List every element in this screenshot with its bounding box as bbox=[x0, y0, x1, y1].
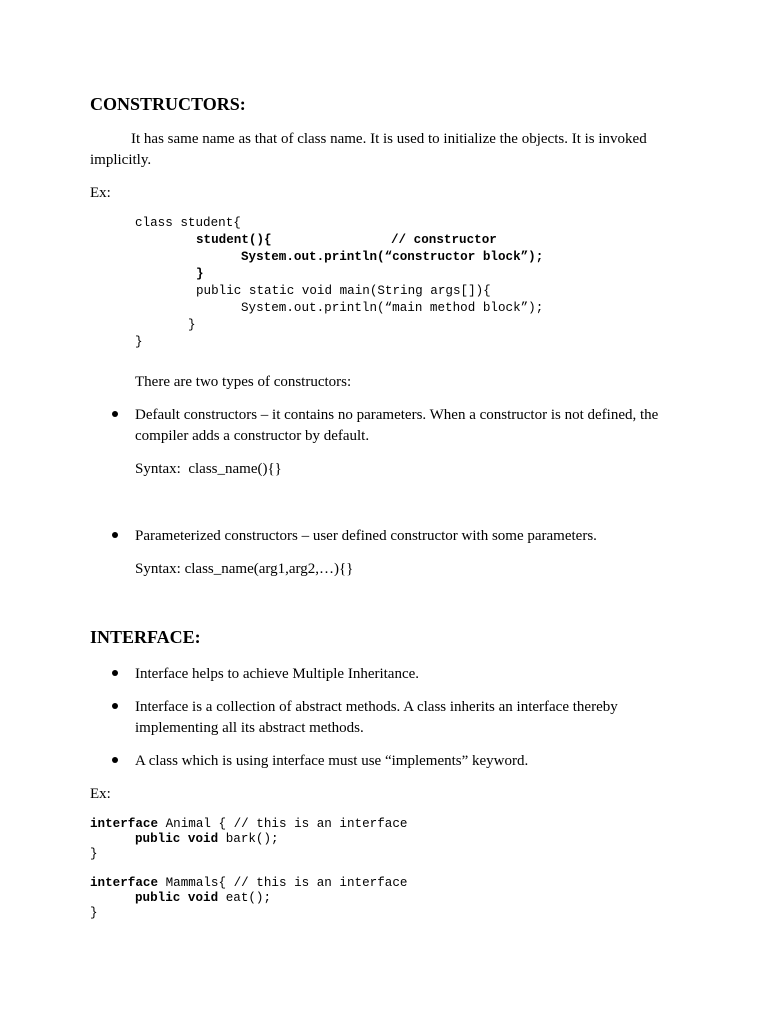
code-keyword: interface bbox=[90, 817, 159, 831]
code-keyword: public void bbox=[135, 832, 219, 846]
code-line: public static void main(String args[]){ bbox=[196, 284, 491, 298]
code-line: class student{ bbox=[135, 216, 241, 230]
code-line bbox=[135, 831, 279, 847]
code-line: student(){ bbox=[196, 233, 272, 247]
default-constructor-line-2: compiler adds a constructor by default. bbox=[135, 428, 370, 444]
interface-ex-label: Ex: bbox=[90, 786, 111, 802]
code-line: } bbox=[196, 267, 204, 281]
code-keyword: public void bbox=[135, 891, 219, 905]
code-text: bark(); bbox=[218, 832, 279, 846]
bullet-icon bbox=[112, 670, 118, 676]
interface-bullet-1: Interface helps to achieve Multiple Inheritance. bbox=[135, 666, 420, 682]
code-text: Animal { // this is an interface bbox=[158, 817, 408, 831]
code-keyword: interface bbox=[90, 876, 159, 890]
code-line: } bbox=[135, 335, 143, 349]
interface-heading: INTERFACE: bbox=[90, 627, 201, 647]
constructors-intro-line-1: It has same name as that of class name. It is used to initialize the objects. It is invoked bbox=[131, 131, 647, 147]
constructors-intro-line-2: implicitly. bbox=[90, 152, 152, 168]
code-comment: // constructor bbox=[391, 233, 497, 247]
bullet-icon bbox=[112, 757, 118, 763]
parameterized-constructor-syntax: Syntax: class_name(arg1,arg2,…){} bbox=[135, 561, 354, 577]
constructors-ex-label: Ex: bbox=[90, 185, 111, 201]
code-text: eat(); bbox=[218, 891, 272, 905]
code-line bbox=[90, 875, 407, 891]
code-text: Mammals{ // this is an interface bbox=[158, 876, 408, 890]
code-line: System.out.println(“main method block”); bbox=[241, 301, 544, 315]
code-line: System.out.println(“constructor block”); bbox=[241, 250, 544, 264]
bullet-icon bbox=[112, 703, 118, 709]
interface-bullet-2-line-2: implementing all its abstract methods. bbox=[135, 720, 364, 736]
default-constructor-line-1: Default constructors – it contains no parameters. When a constructor is not defined, the bbox=[135, 407, 659, 423]
bullet-icon bbox=[112, 411, 118, 417]
parameterized-constructor-line: Parameterized constructors – user defined constructor with some parameters. bbox=[135, 528, 597, 544]
bullet-icon bbox=[112, 532, 118, 538]
code-line: } bbox=[90, 906, 98, 920]
constructor-types-intro: There are two types of constructors: bbox=[135, 374, 352, 390]
default-constructor-syntax: Syntax: class_name(){} bbox=[135, 461, 282, 477]
code-line bbox=[90, 816, 407, 832]
code-line: } bbox=[90, 847, 98, 861]
code-line: } bbox=[188, 318, 196, 332]
code-line bbox=[135, 890, 271, 906]
interface-bullet-3: A class which is using interface must use “implements” keyword. bbox=[135, 753, 529, 769]
interface-bullet-2-line-1: Interface is a collection of abstract methods. A class inherits an interface thereby bbox=[135, 699, 618, 715]
constructors-heading: CONSTRUCTORS: bbox=[90, 94, 246, 114]
